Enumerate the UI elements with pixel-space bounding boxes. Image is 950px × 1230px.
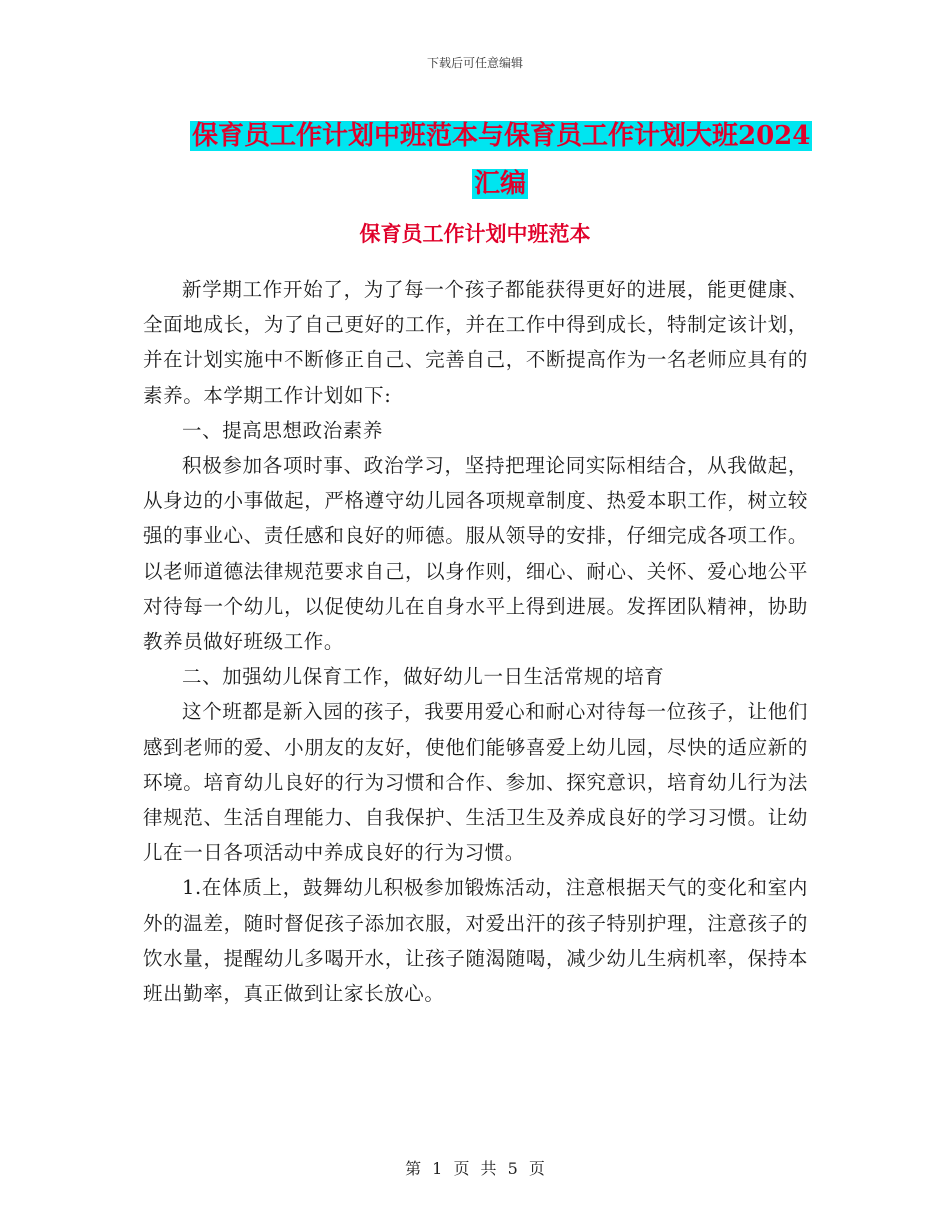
paragraph-item-1: 1.在体质上，鼓舞幼儿积极参加锻炼活动，注意根据天气的变化和室内外的温差，随时督促孩子添加衣服，对爱出汗的孩子特别护理，注意孩子的饮水量，提醒幼儿多喝开水，让孩子随渴随喝，减少幼儿生病机率，保持本班出勤率，真正做到让家长放心。 xyxy=(143,876,808,1006)
title-line-2-text: 汇编 xyxy=(473,169,526,199)
paragraph-section-2: 这个班都是新入园的孩子，我要用爱心和耐心对待每一位孩子，让他们感到老师的爱、小朋友的友好，使他们能够喜爱上幼儿园，尽快的适应新的环境。培育幼儿良好的行为习惯和合作、参加、探究意识，培育幼儿行为法律规范、生活自理能力、自我保护、生活卫生及养成良好的学习习惯。让幼儿在一日各项活动中养成良好的行为习惯。 xyxy=(143,700,808,865)
heading-section-1: 一、提高思想政治素养 xyxy=(182,418,384,442)
paragraph-section-1: 积极参加各项时事、政治学习，坚持把理论同实际相结合，从我做起，从身边的小事做起，严格遵守幼儿园各项规章制度、热爱本职工作，树立较强的事业心、责任感和良好的师德。服从领导的安排，仔细完成各项工作。以老师道德法律规范要求自己，以身作则，细心、耐心、关怀、爱心地公平对待每一个幼儿，以促使幼儿在自身水平上得到进展。发挥团队精神，协助教养员做好班级工作。 xyxy=(143,454,808,654)
heading-section-2: 二、加强幼儿保育工作，做好幼儿一日生活常规的培育 xyxy=(182,665,665,689)
paragraph-intro: 新学期工作开始了，为了每一个孩子都能获得更好的进展，能更健康、全面地成长，为了自己更好的工作，并在工作中得到成长，特制定该计划，并在计划实施中不断修正自己、完善自己，不断提高作为一名老师应具有的素养。本学期工作计划如下: xyxy=(143,278,808,407)
title-line-2 xyxy=(190,160,810,208)
document-title xyxy=(190,112,810,208)
title-line-1 xyxy=(190,112,810,160)
section-title: 保育员工作计划中班范本 xyxy=(359,221,591,246)
page-footer: 第 1 页 共 5 页 xyxy=(405,1159,545,1178)
title-line-1-text: 保育员工作计划中班范本与保育员工作计划大班2024 xyxy=(192,121,811,151)
document-body xyxy=(143,272,808,1011)
header-note: 下载后可任意编辑 xyxy=(426,56,523,70)
